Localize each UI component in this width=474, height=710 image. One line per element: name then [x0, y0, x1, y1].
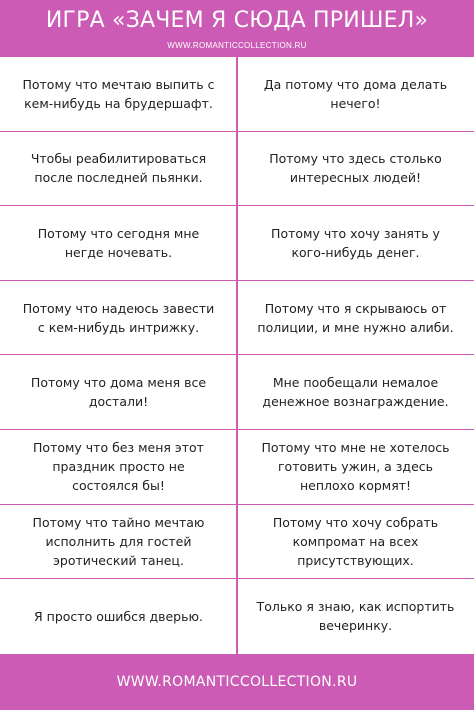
card-text: Потому что хочу собрать компромат на всех присутствующих. — [272, 514, 439, 568]
page-title: ИГРА «ЗАЧЕМ Я СЮДА ПРИШЕЛ» — [45, 8, 429, 33]
card-right — [237, 579, 474, 654]
card-left — [0, 505, 237, 579]
footer-site-url: WWW.ROMANTICCOLLECTION.RU — [116, 674, 358, 690]
card-text: Да потому что дома делать нечего! — [263, 76, 448, 111]
header-banner — [0, 0, 474, 57]
card-text: Только я знаю, как испортить вечеринку. — [256, 599, 455, 634]
card-left — [0, 579, 237, 654]
card-right — [237, 355, 474, 429]
card-text: Потому что здесь столько интересных людей! — [269, 151, 442, 186]
card-left — [0, 57, 237, 131]
card-text: Я просто ошибся дверью. — [34, 608, 203, 624]
card-right — [237, 57, 474, 131]
card-left — [0, 132, 237, 206]
card-text: Потому что надеюсь завести с кем-нибудь интрижку. — [22, 300, 215, 335]
card-left — [0, 355, 237, 429]
card-left — [0, 281, 237, 355]
card-right — [237, 281, 474, 355]
card-text: Потому что без меня этот праздник просто не состоялся бы! — [33, 440, 204, 494]
card-text: Потому что мечтаю выпить с кем-нибудь на брудершафт. — [22, 76, 215, 111]
card-text: Потому что мне не хотелось готовить ужин, а здесь неплохо кормят! — [261, 440, 450, 494]
card-text: Потому что хочу занять у кого-нибудь денег. — [271, 225, 440, 260]
card-text: Потому что тайно мечтаю исполнить для гостей эротический танец. — [32, 514, 205, 568]
card-right — [237, 132, 474, 206]
footer-banner — [0, 654, 474, 710]
header-site-url: WWW.ROMANTICCOLLECTION.RU — [167, 41, 307, 50]
card-right — [237, 505, 474, 579]
card-left — [0, 206, 237, 280]
card-text: Чтобы реабилитироваться после последней пьянки. — [30, 151, 207, 186]
card-right — [237, 206, 474, 280]
card-right — [237, 430, 474, 504]
card-text: Потому что я скрываюсь от полиции, и мне нужно алиби. — [257, 300, 454, 335]
card-text: Мне пообещали немалое денежное вознаграждение. — [262, 375, 449, 410]
card-text: Потому что дома меня все достали! — [30, 375, 207, 410]
card-text: Потому что сегодня мне негде ночевать. — [37, 225, 200, 260]
column-divider — [236, 57, 238, 654]
card-left — [0, 430, 237, 504]
